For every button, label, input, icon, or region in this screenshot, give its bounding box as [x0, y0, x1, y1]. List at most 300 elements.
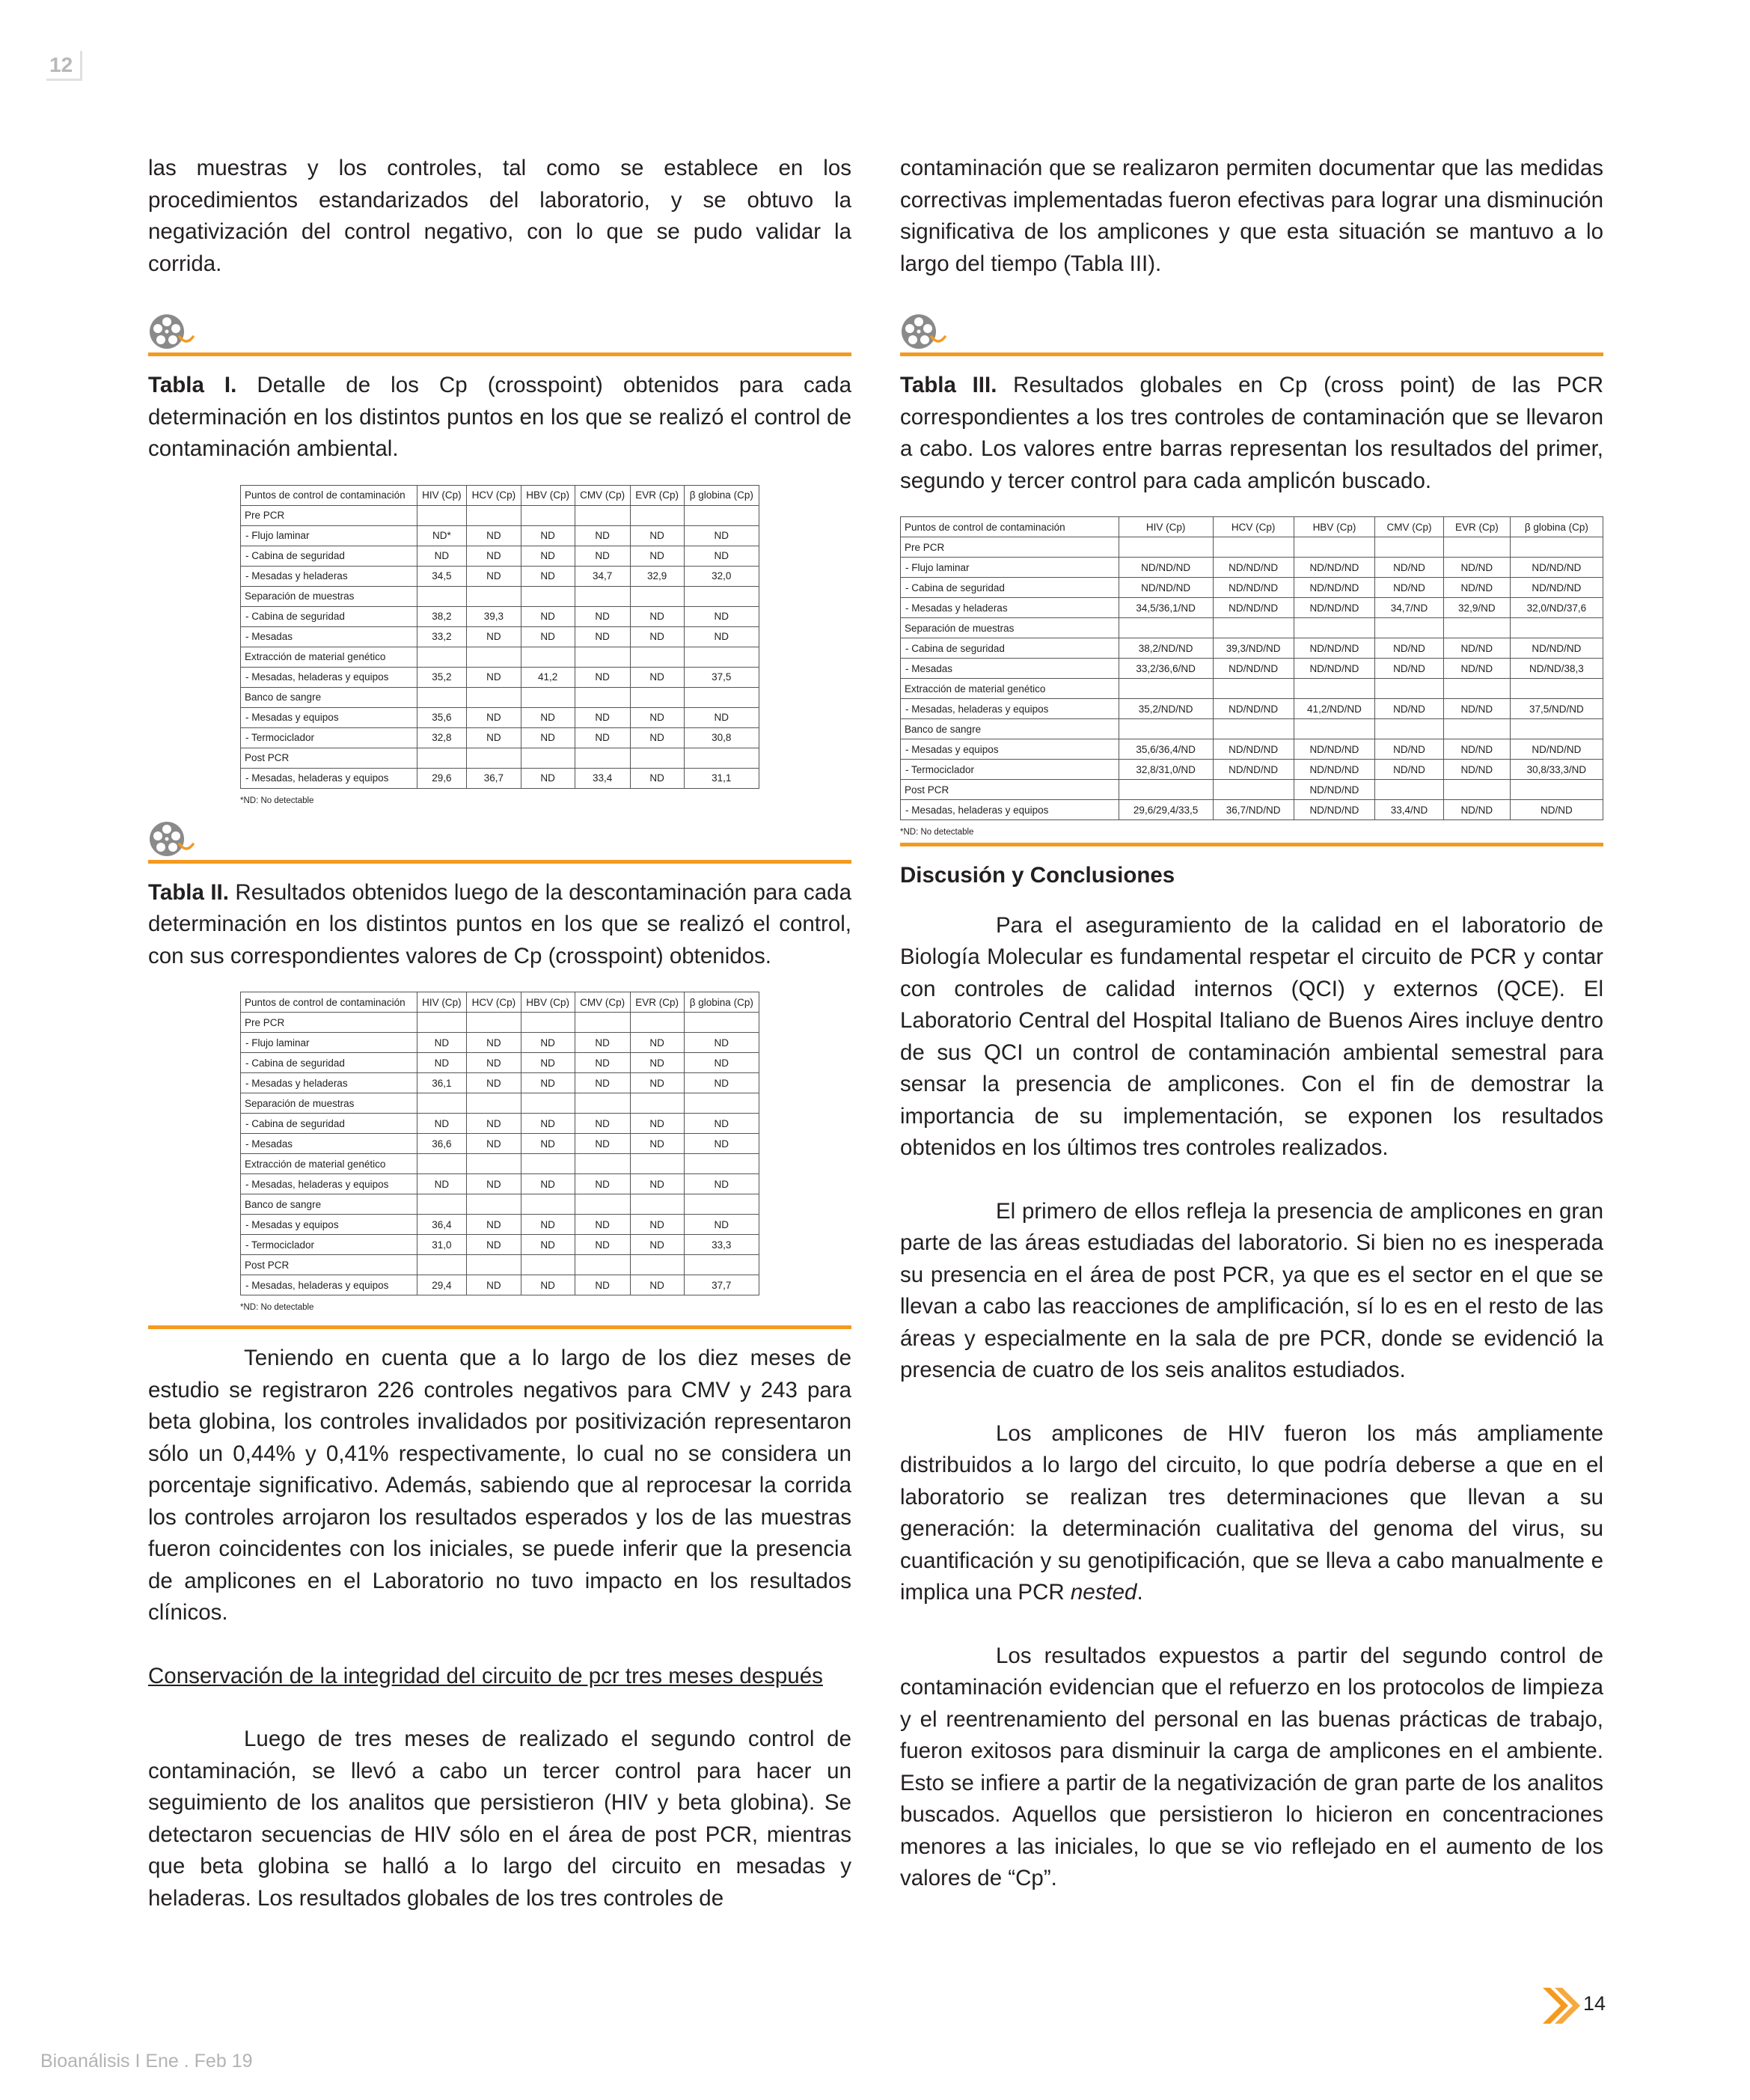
row-label: Extracción de material genético — [241, 1154, 417, 1174]
value-cell — [417, 505, 466, 525]
value-cell: 33,4/ND — [1375, 800, 1444, 820]
value-cell — [417, 1194, 466, 1215]
value-cell: ND/ND/38,3 — [1510, 659, 1603, 679]
table-row — [241, 707, 759, 727]
value-cell — [684, 1154, 759, 1174]
table-row — [241, 626, 759, 647]
value-cell: 29,6 — [417, 768, 466, 788]
value-cell — [684, 1194, 759, 1215]
row-label: Extracción de material genético — [901, 679, 1119, 699]
value-cell — [684, 748, 759, 768]
value-cell — [575, 1255, 630, 1275]
value-cell: ND — [630, 606, 684, 626]
row-label: - Cabina de seguridad — [241, 1114, 417, 1134]
value-cell: ND — [575, 1235, 630, 1255]
value-cell: ND — [521, 1215, 575, 1235]
value-cell: ND/ND — [1443, 800, 1510, 820]
value-cell: ND/ND — [1443, 739, 1510, 760]
value-cell: ND — [684, 1215, 759, 1235]
value-cell: ND — [630, 1033, 684, 1053]
value-cell: ND/ND/ND — [1294, 739, 1374, 760]
value-cell: ND — [521, 525, 575, 546]
row-label: Banco de sangre — [901, 719, 1119, 739]
value-cell — [1443, 618, 1510, 638]
table-row — [241, 667, 759, 687]
value-cell — [630, 1013, 684, 1033]
value-cell: ND — [575, 546, 630, 566]
value-cell — [575, 505, 630, 525]
table-2-divider — [148, 819, 851, 864]
value-cell: ND — [575, 1053, 630, 1073]
value-cell — [1510, 719, 1603, 739]
table-1-note: *ND: No detectable — [240, 796, 314, 805]
table-row — [241, 1073, 759, 1093]
value-cell — [1510, 618, 1603, 638]
value-cell: ND — [521, 1073, 575, 1093]
value-cell: ND — [630, 525, 684, 546]
value-cell: ND/ND — [1443, 760, 1510, 780]
value-cell: 39,3 — [467, 606, 521, 626]
value-cell: ND — [575, 1033, 630, 1053]
table-row — [241, 1134, 759, 1154]
value-cell: ND — [521, 546, 575, 566]
value-cell: ND — [417, 1053, 466, 1073]
table-row — [241, 727, 759, 748]
value-cell — [1213, 618, 1294, 638]
row-label: - Cabina de seguridad — [901, 578, 1119, 598]
table-header-row — [241, 992, 759, 1013]
table-group-row — [241, 1154, 759, 1174]
value-cell: ND — [684, 707, 759, 727]
table-row — [241, 1053, 759, 1073]
value-cell — [575, 1154, 630, 1174]
value-cell: ND — [684, 1174, 759, 1194]
value-cell: ND/ND — [1375, 638, 1444, 659]
value-cell — [1375, 618, 1444, 638]
value-cell: ND — [521, 1053, 575, 1073]
value-cell: ND — [630, 768, 684, 788]
table-3-rule — [900, 843, 1603, 846]
value-cell: ND/ND/ND — [1213, 699, 1294, 719]
value-cell — [417, 586, 466, 606]
right-column — [900, 153, 1603, 1926]
row-label: - Mesadas — [241, 626, 417, 647]
value-cell: ND — [417, 546, 466, 566]
value-cell: ND/ND — [1510, 800, 1603, 820]
value-cell — [1213, 719, 1294, 739]
table-group-row — [241, 1013, 759, 1033]
value-cell: ND — [630, 707, 684, 727]
table-row — [241, 1033, 759, 1053]
value-cell: ND — [630, 1114, 684, 1134]
value-cell — [630, 1154, 684, 1174]
value-cell: ND — [575, 707, 630, 727]
table-2 — [240, 992, 759, 1295]
value-cell: ND — [467, 546, 521, 566]
row-label: - Mesadas — [901, 659, 1119, 679]
table-row — [901, 558, 1603, 578]
value-cell: ND — [684, 1073, 759, 1093]
table-1 — [240, 485, 759, 789]
value-cell: ND/ND/ND — [1294, 558, 1374, 578]
value-cell: ND — [467, 727, 521, 748]
header-cell-analyte: EVR (Cp) — [630, 485, 684, 505]
table-1-caption: Tabla I. Detalle de los Cp (crosspoint) obtenidos para cada determinación en los distintos puntos en los que se realizó el control de contaminación ambiental. — [148, 373, 851, 461]
row-label: - Mesadas y equipos — [241, 1215, 417, 1235]
value-cell: 34,5/36,1/ND — [1119, 598, 1213, 618]
row-label: - Termociclador — [241, 1235, 417, 1255]
row-label: - Cabina de seguridad — [901, 638, 1119, 659]
left-paragraph-1: las muestras y los controles, tal como se establece en los procedimientos estandarizados del laboratorio, y se obtuvo la negativización del control negativo, con lo que se pudo validar la corrida. — [148, 156, 851, 276]
value-cell — [1443, 537, 1510, 558]
left-paragraph-3: Luego de tres meses de realizado el segundo control de contaminación, se llevó a cabo un tercer control para hacer un seguimiento de los analitos que persistieron (HIV y beta globina). Se detectaron secuencias de HIV sólo en el área de post PCR, mientras que beta globina se halló a lo largo del circuito en mesadas y heladeras. Los resultados globales de los tres controles de — [148, 1727, 851, 1911]
value-cell: ND — [467, 1053, 521, 1073]
table-row — [241, 546, 759, 566]
value-cell: ND — [575, 1275, 630, 1295]
value-cell: ND/ND/ND — [1294, 800, 1374, 820]
value-cell — [467, 647, 521, 667]
table-row — [241, 1174, 759, 1194]
value-cell: ND/ND/ND — [1294, 578, 1374, 598]
table-group-row — [901, 679, 1603, 699]
value-cell: ND — [521, 727, 575, 748]
left-paragraph-2: Teniendo en cuenta que a lo largo de los diez meses de estudio se registraron 226 controles negativos para CMV y 243 para beta globina, los controles invalidados por positivización representaron sólo un 0,44% y 0,41% respectivamente, lo cual no se considera un porcentaje significativo. Además, sabiendo que al reprocesar la corrida los controles arrojaron los resultados esperados y los de las muestras fueron coincidentes con los iniciales, se puede inferir que la presencia de amplicones en el Laboratorio no tuvo impacto en los resultados clínicos. — [148, 1346, 851, 1625]
value-cell: ND/ND/ND — [1510, 558, 1603, 578]
row-label: - Mesadas y heladeras — [241, 1073, 417, 1093]
value-cell: 34,7 — [575, 566, 630, 586]
header-cell-analyte: CMV (Cp) — [575, 992, 630, 1013]
table-row — [241, 1215, 759, 1235]
value-cell — [417, 1013, 466, 1033]
value-cell — [467, 1194, 521, 1215]
value-cell: ND — [575, 667, 630, 687]
value-cell: 31,1 — [684, 768, 759, 788]
right-paragraph-2: Para el aseguramiento de la calidad en el laboratorio de Biología Molecular es fundamental respetar el circuito de PCR y contar con controles de calidad internos (QCI) y externos (QCE). El Laboratorio Central del Hospital Italiano de Buenos Aires incluye dentro de sus QCI un control de contaminación ambiental semestral para sensar la presencia de amplicones. Con el fin de demostrar la importancia de su implementación, se exponen los resultados obtenidos en los últimos tres controles realizados. — [900, 912, 1603, 1160]
value-cell — [521, 505, 575, 525]
value-cell: ND/ND/ND — [1294, 638, 1374, 659]
value-cell — [575, 647, 630, 667]
value-cell — [1510, 537, 1603, 558]
header-cell-label: Puntos de control de contaminación — [901, 517, 1119, 537]
value-cell: ND/ND — [1375, 578, 1444, 598]
table-group-row — [901, 537, 1603, 558]
next-chevron-icon — [1540, 1985, 1582, 2027]
header-cell-analyte: EVR (Cp) — [1443, 517, 1510, 537]
table-group-row — [241, 1194, 759, 1215]
value-cell — [1119, 537, 1213, 558]
value-cell: 36,6 — [417, 1134, 466, 1154]
row-label: Pre PCR — [901, 537, 1119, 558]
table-row — [241, 1114, 759, 1134]
value-cell: 35,2/ND/ND — [1119, 699, 1213, 719]
value-cell: 37,7 — [684, 1275, 759, 1295]
value-cell: ND — [417, 1114, 466, 1134]
value-cell: 33,3 — [684, 1235, 759, 1255]
value-cell: ND — [575, 525, 630, 546]
right-paragraph-4: Los amplicones de HIV fueron los más ampliamente distribuidos a lo largo del circuito, lo que podría deberse a que en el laboratorio se realizan tres determinaciones que llevan a su generación: la determinación cualitativa del genoma del virus, su cuantificación y su genotipificación, que se lleva a cabo manualmente e implica una PCR nested. — [900, 1420, 1603, 1605]
value-cell: 35,2 — [417, 667, 466, 687]
header-cell-analyte: CMV (Cp) — [1375, 517, 1444, 537]
value-cell: ND — [630, 1174, 684, 1194]
smile-accent-icon — [178, 334, 195, 346]
value-cell: ND/ND/ND — [1213, 760, 1294, 780]
value-cell: ND — [630, 1073, 684, 1093]
row-label: Post PCR — [241, 1255, 417, 1275]
value-cell: ND/ND — [1375, 739, 1444, 760]
value-cell — [1119, 679, 1213, 699]
right-paragraph-1: contaminación que se realizaron permiten documentar que las medidas correctivas implementadas fueron efectivas para lograr una disminución significativa de los amplicones y que esta situación se mantuvo a lo largo del tiempo (Tabla III). — [900, 156, 1603, 276]
value-cell: 37,5/ND/ND — [1510, 699, 1603, 719]
row-label: Pre PCR — [241, 1013, 417, 1033]
row-label: - Mesadas, heladeras y equipos — [241, 667, 417, 687]
value-cell — [684, 1255, 759, 1275]
table-group-row — [241, 687, 759, 707]
row-label: - Flujo laminar — [241, 525, 417, 546]
row-label: Banco de sangre — [241, 687, 417, 707]
value-cell: ND — [417, 1174, 466, 1194]
value-cell — [1294, 679, 1374, 699]
header-cell-analyte: HCV (Cp) — [467, 485, 521, 505]
value-cell: ND — [521, 1114, 575, 1134]
value-cell: 33,2 — [417, 626, 466, 647]
value-cell: ND — [684, 525, 759, 546]
row-label: - Mesadas y equipos — [241, 707, 417, 727]
value-cell: ND — [575, 1114, 630, 1134]
value-cell — [684, 687, 759, 707]
value-cell: ND — [467, 1134, 521, 1154]
value-cell: 34,5 — [417, 566, 466, 586]
table-row — [901, 699, 1603, 719]
row-label: - Mesadas y heladeras — [901, 598, 1119, 618]
value-cell — [417, 647, 466, 667]
value-cell: 35,6/36,4/ND — [1119, 739, 1213, 760]
table-group-row — [241, 1255, 759, 1275]
header-cell-analyte: HBV (Cp) — [1294, 517, 1374, 537]
value-cell — [1213, 537, 1294, 558]
table-row — [241, 566, 759, 586]
row-label: Separación de muestras — [241, 1093, 417, 1114]
value-cell: ND — [575, 626, 630, 647]
header-cell-label: Puntos de control de contaminación — [241, 485, 417, 505]
value-cell — [575, 586, 630, 606]
value-cell: ND/ND — [1443, 558, 1510, 578]
value-cell: 41,2 — [521, 667, 575, 687]
value-cell: ND — [630, 727, 684, 748]
value-cell: ND/ND/ND — [1213, 739, 1294, 760]
table-row — [901, 739, 1603, 760]
table-1-divider — [148, 311, 851, 356]
row-label: Separación de muestras — [901, 618, 1119, 638]
value-cell — [1375, 537, 1444, 558]
header-cell-analyte: HCV (Cp) — [1213, 517, 1294, 537]
value-cell: ND — [630, 1275, 684, 1295]
value-cell: ND/ND — [1375, 760, 1444, 780]
value-cell: 32,9 — [630, 566, 684, 586]
value-cell — [521, 647, 575, 667]
value-cell — [467, 748, 521, 768]
row-label: - Mesadas — [241, 1134, 417, 1154]
table-group-row — [241, 748, 759, 768]
row-label: Pre PCR — [241, 505, 417, 525]
value-cell — [630, 687, 684, 707]
value-cell — [1294, 618, 1374, 638]
table-row — [241, 525, 759, 546]
value-cell: ND — [684, 626, 759, 647]
value-cell: ND — [630, 1215, 684, 1235]
value-cell — [684, 586, 759, 606]
value-cell: 35,6 — [417, 707, 466, 727]
table-group-row — [901, 618, 1603, 638]
header-cell-analyte: EVR (Cp) — [630, 992, 684, 1013]
value-cell: ND — [521, 566, 575, 586]
value-cell: 31,0 — [417, 1235, 466, 1255]
row-label: Post PCR — [901, 780, 1119, 800]
value-cell — [1443, 679, 1510, 699]
value-cell: ND — [575, 1134, 630, 1154]
value-cell: 32,9/ND — [1443, 598, 1510, 618]
row-label: - Cabina de seguridad — [241, 606, 417, 626]
value-cell: ND — [575, 727, 630, 748]
value-cell — [575, 748, 630, 768]
value-cell — [521, 1194, 575, 1215]
table-row — [901, 598, 1603, 618]
value-cell: 36,7/ND/ND — [1213, 800, 1294, 820]
value-cell: ND/ND/ND — [1510, 739, 1603, 760]
value-cell — [684, 1093, 759, 1114]
header-cell-analyte: HIV (Cp) — [1119, 517, 1213, 537]
value-cell: ND — [467, 707, 521, 727]
value-cell: ND — [417, 1033, 466, 1053]
value-cell: ND — [467, 566, 521, 586]
value-cell: 29,4 — [417, 1275, 466, 1295]
value-cell: ND — [630, 1235, 684, 1255]
value-cell: ND — [575, 1215, 630, 1235]
value-cell — [575, 1093, 630, 1114]
value-cell: ND — [521, 768, 575, 788]
row-label: - Termociclador — [241, 727, 417, 748]
row-label: Post PCR — [241, 748, 417, 768]
value-cell — [1294, 719, 1374, 739]
value-cell: ND — [630, 1134, 684, 1154]
value-cell: 36,1 — [417, 1073, 466, 1093]
value-cell — [630, 505, 684, 525]
value-cell — [521, 1154, 575, 1174]
value-cell: 33,2/36,6/ND — [1119, 659, 1213, 679]
value-cell: ND — [684, 1134, 759, 1154]
value-cell: ND — [684, 1114, 759, 1134]
value-cell: ND — [521, 626, 575, 647]
value-cell: 32,0/ND/37,6 — [1510, 598, 1603, 618]
value-cell: ND/ND — [1443, 659, 1510, 679]
header-page-number: 12 — [46, 51, 82, 81]
value-cell — [467, 1255, 521, 1275]
value-cell — [467, 586, 521, 606]
value-cell: ND/ND/ND — [1510, 638, 1603, 659]
row-label: - Mesadas, heladeras y equipos — [241, 768, 417, 788]
value-cell — [467, 1013, 521, 1033]
value-cell — [630, 586, 684, 606]
value-cell: ND — [630, 667, 684, 687]
right-paragraph-3: El primero de ellos refleja la presencia de amplicones en gran parte de las áreas estudiadas del laboratorio. Si bien no es inesperada su presencia en el área de post PCR, ya que es el sector en el que se llevan a cabo las reacciones de amplificación, sí lo es en el resto de las áreas y especialmente en la sala de pre PCR, donde se evidenció la presencia de cuatro de los seis analitos estudiados. — [900, 1198, 1603, 1382]
value-cell: ND — [684, 606, 759, 626]
table-group-row — [241, 586, 759, 606]
left-column — [148, 153, 851, 1946]
header-cell-analyte: HCV (Cp) — [467, 992, 521, 1013]
row-label: Extracción de material genético — [241, 647, 417, 667]
table-group-row — [241, 1093, 759, 1114]
value-cell — [630, 1194, 684, 1215]
value-cell: ND/ND/ND — [1119, 578, 1213, 598]
value-cell: ND — [521, 1033, 575, 1053]
value-cell — [417, 1255, 466, 1275]
value-cell — [1294, 537, 1374, 558]
value-cell — [1443, 719, 1510, 739]
value-cell — [417, 687, 466, 707]
value-cell: ND — [467, 1275, 521, 1295]
value-cell — [575, 1194, 630, 1215]
value-cell — [521, 1093, 575, 1114]
value-cell — [684, 505, 759, 525]
value-cell: ND/ND — [1443, 578, 1510, 598]
value-cell: ND/ND/ND — [1294, 659, 1374, 679]
value-cell: ND/ND — [1375, 659, 1444, 679]
value-cell: 32,0 — [684, 566, 759, 586]
value-cell: ND — [630, 1053, 684, 1073]
header-cell-analyte: HBV (Cp) — [521, 992, 575, 1013]
value-cell: ND — [684, 546, 759, 566]
value-cell — [575, 687, 630, 707]
value-cell: 32,8/31,0/ND — [1119, 760, 1213, 780]
value-cell: ND — [521, 707, 575, 727]
section-heading-conservacion: Conservación de la integridad del circuito de pcr tres meses después — [148, 1663, 823, 1688]
value-cell: ND — [575, 1174, 630, 1194]
value-cell — [1119, 618, 1213, 638]
header-cell-analyte: β globina (Cp) — [1510, 517, 1603, 537]
value-cell — [1510, 679, 1603, 699]
row-label: - Mesadas y heladeras — [241, 566, 417, 586]
value-cell — [684, 647, 759, 667]
table-2-wrapper — [240, 992, 759, 1312]
value-cell: 30,8 — [684, 727, 759, 748]
value-cell — [1213, 780, 1294, 800]
footer-publication: Bioanálisis I Ene . Feb 19 — [40, 2051, 253, 2072]
value-cell — [467, 1154, 521, 1174]
value-cell: 37,5 — [684, 667, 759, 687]
table-3-divider — [900, 311, 1603, 356]
value-cell: ND — [684, 1033, 759, 1053]
value-cell — [1375, 719, 1444, 739]
row-label: - Termociclador — [901, 760, 1119, 780]
table-row — [901, 800, 1603, 820]
value-cell — [521, 748, 575, 768]
value-cell: ND — [521, 1275, 575, 1295]
table-row — [901, 659, 1603, 679]
smile-accent-icon — [930, 334, 946, 346]
table-header-row — [241, 485, 759, 505]
row-label: - Mesadas, heladeras y equipos — [901, 699, 1119, 719]
value-cell: ND/ND/ND — [1213, 558, 1294, 578]
value-cell — [467, 1093, 521, 1114]
row-label: - Mesadas y equipos — [901, 739, 1119, 760]
value-cell: 34,7/ND — [1375, 598, 1444, 618]
row-label: - Cabina de seguridad — [241, 546, 417, 566]
value-cell: 36,7 — [467, 768, 521, 788]
row-label: - Mesadas, heladeras y equipos — [901, 800, 1119, 820]
table-2-note: *ND: No detectable — [240, 1303, 314, 1312]
header-cell-analyte: β globina (Cp) — [684, 992, 759, 1013]
value-cell — [684, 1013, 759, 1033]
table-3-caption: Tabla III. Resultados globales en Cp (cross point) de las PCR correspondientes a los tres controles de contaminación que se llevaron a cabo. Los valores entre barras representan los resultados del primer, segundo y tercer control para cada amplicón buscado. — [900, 373, 1603, 493]
